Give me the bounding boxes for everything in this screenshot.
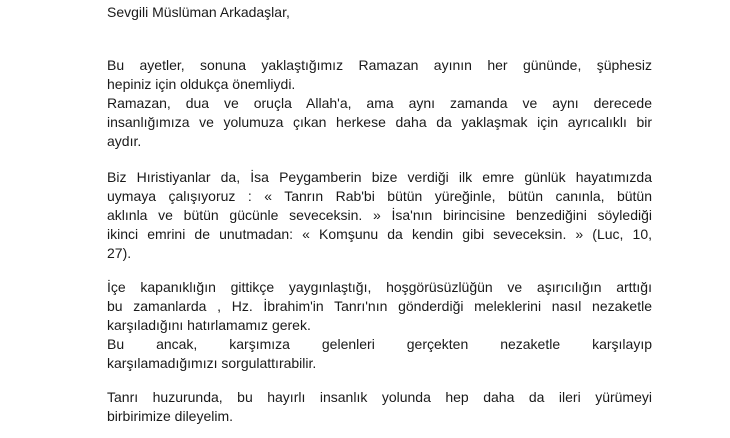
text-line: hepiniz için oldukça önemliydi. — [107, 76, 296, 92]
text-line: Biz Hıristiyanlar da, İsa Peygamberin bize verdiği ilk emre günlük hayatımızda — [107, 169, 652, 185]
text-line: insanlığımıza ve yolumuza çıkan herkese daha da yaklaşmak için ayrıcalıklı bir — [107, 114, 652, 130]
text-line: Ramazan, dua ve oruçla Allah'a, ama aynı zamanda ve aynı derecede — [107, 95, 652, 111]
text-line: aklınla ve bütün gücünle seveceksin. » İsa'nın birincisine benzediğini söylediği — [107, 207, 652, 223]
text-line: İçe kapanıklığın gittikçe yaygınlaştığı, hoşgörüsüzlüğün ve aşırıcılığın arttığı — [107, 279, 652, 295]
text-line: uymaya çalışıyoruz : « Tanrın Rab'bi bütün yüreğinle, bütün canınla, bütün — [107, 188, 652, 204]
text-line: Bu ancak, karşımıza gelenleri gerçekten nezaketle karşılayıp — [107, 336, 652, 352]
text-line: karşılamadığımızı sorgulattırabilir. — [107, 355, 317, 371]
text-line: 27). — [107, 245, 132, 261]
text-line: bu zamanlarda , Hz. İbrahim'in Tanrı'nın gönderdiği meleklerini nasıl nezaketle — [107, 298, 652, 314]
text-line: Bu ayetler, sonuna yaklaştığımız Ramazan ayının her gününde, şüphesiz — [107, 57, 652, 73]
text-line: Tanrı huzurunda, bu hayırlı insanlık yolunda hep daha da ileri yürümeyi — [107, 389, 652, 405]
salutation: Sevgili Müslüman Arkadaşlar, — [107, 4, 290, 20]
text-line: aydır. — [107, 133, 142, 149]
text-line: ikinci emrini de unutmadan: « Komşunu da kendin gibi seveceksin. » (Luc, 10, — [107, 226, 652, 242]
text-line: birbirimize dileyelim. — [107, 408, 234, 424]
text-line: karşıladığını hatırlamamız gerek. — [107, 317, 311, 333]
